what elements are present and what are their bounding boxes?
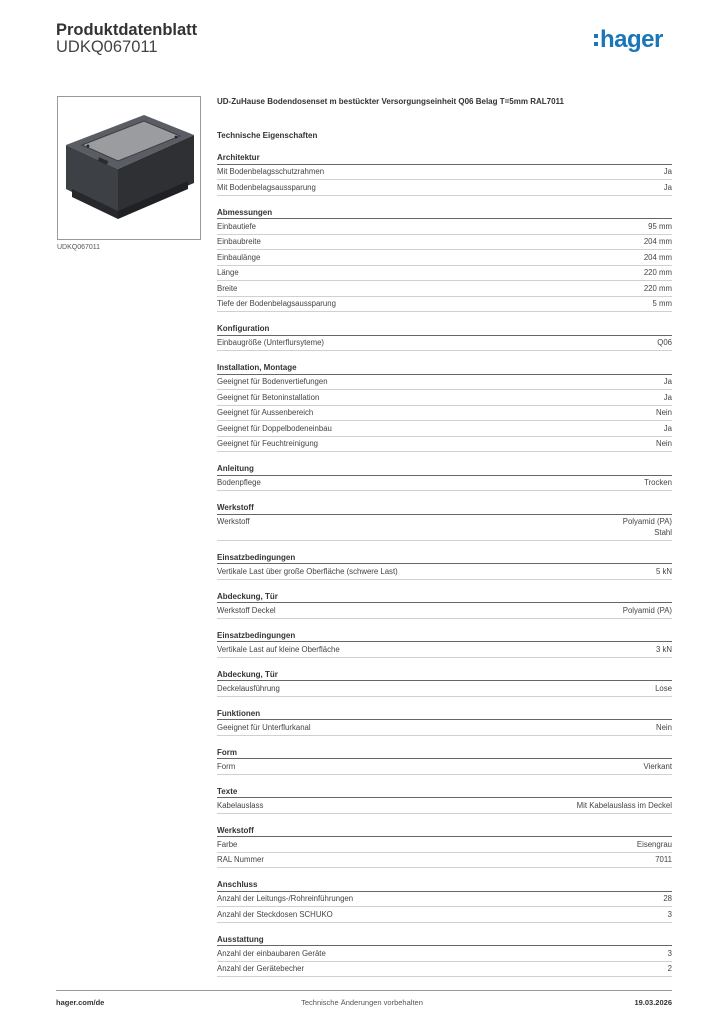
property-value	[648, 222, 672, 233]
property-row	[217, 476, 672, 492]
property-value-line: Vierkant	[643, 761, 672, 771]
property-section	[217, 151, 672, 196]
property-section	[217, 590, 672, 619]
property-row	[217, 962, 672, 978]
product-code: UDKQ067011	[56, 38, 158, 56]
property-value-line: 204 mm	[643, 252, 672, 262]
property-value-line: 7011	[655, 855, 672, 864]
property-value	[644, 478, 672, 489]
property-section	[217, 322, 672, 351]
property-row	[217, 375, 672, 391]
property-value	[655, 855, 672, 866]
property-row	[217, 219, 672, 235]
section-title: Konfiguration	[217, 322, 672, 336]
property-label: Geeignet für Unterflurkanal	[217, 722, 311, 732]
property-section	[217, 878, 672, 923]
property-value-line: 95 mm	[648, 221, 672, 231]
property-label: Werkstoff	[217, 517, 250, 526]
property-value	[668, 910, 672, 921]
property-value-line: 2	[667, 964, 672, 973]
property-label: Länge	[217, 268, 239, 277]
property-section	[217, 707, 672, 736]
property-value	[664, 377, 672, 388]
property-value-line: Trocken	[644, 478, 672, 487]
property-row	[217, 759, 672, 775]
property-row	[217, 946, 672, 962]
section-title: Anschluss	[217, 878, 672, 892]
property-label: Deckelausführung	[217, 683, 280, 693]
property-value-line: Ja	[663, 392, 672, 402]
property-row	[217, 406, 672, 422]
property-value-line: Nein	[655, 408, 672, 417]
property-section	[217, 668, 672, 697]
property-label: RAL Nummer	[217, 855, 264, 864]
property-value-line: 3	[667, 948, 672, 958]
property-value	[656, 723, 672, 734]
page-title: Produktdatenblatt	[56, 21, 198, 39]
property-label: Form	[217, 761, 236, 771]
property-value-line: Eisengrau	[636, 839, 672, 849]
property-value	[656, 408, 672, 419]
property-sections	[217, 151, 672, 987]
property-row	[217, 798, 672, 814]
property-value-line: Ja	[663, 377, 672, 386]
property-section	[217, 361, 672, 452]
section-title: Funktionen	[217, 707, 672, 721]
footer-website: hager.com/de	[56, 998, 105, 1007]
property-row	[217, 437, 672, 453]
property-label: Einbautiefe	[217, 221, 257, 231]
property-value-line: Lose	[655, 683, 672, 693]
section-title: Einsatzbedingungen	[217, 551, 672, 565]
property-row	[217, 515, 672, 541]
property-label: Werkstoff Deckel	[217, 605, 276, 615]
property-value-line: Mit Kabelauslass im Deckel	[576, 800, 672, 810]
property-row	[217, 250, 672, 266]
property-label: Geeignet für Doppelbodeneinbau	[217, 423, 332, 433]
hager-logo	[594, 28, 663, 58]
property-row	[217, 642, 672, 658]
property-row	[217, 603, 672, 619]
property-label: Anzahl der Leitungs-/Rohreinführungen	[217, 894, 354, 903]
section-title: Anleitung	[217, 462, 672, 476]
property-label: Mit Bodenbelagsschutzrahmen	[217, 167, 325, 176]
property-value-line: 220 mm	[643, 268, 672, 277]
property-value-line: 3 kN	[655, 644, 672, 654]
section-title: Installation, Montage	[217, 361, 672, 375]
property-section	[217, 206, 672, 313]
section-title: Abdeckung, Tür	[217, 590, 672, 604]
technical-properties-heading: Technische Eigenschaften	[217, 131, 318, 140]
property-label: Anzahl der einbaubaren Geräte	[217, 948, 326, 958]
footer-notice: Technische Änderungen vorbehalten	[301, 998, 423, 1007]
property-value-line: Ja	[663, 423, 672, 433]
property-value	[656, 645, 672, 656]
section-title: Abdeckung, Tür	[217, 668, 672, 682]
property-label: Geeignet für Bodenvertiefungen	[217, 377, 328, 386]
property-label: Einbaubreite	[217, 237, 261, 246]
footer-divider	[56, 990, 672, 991]
property-label: Mit Bodenbelagsaussparung	[217, 182, 316, 192]
property-value	[656, 567, 672, 578]
property-label: Bodenpflege	[217, 478, 261, 487]
property-label: Einbaulänge	[217, 252, 261, 262]
property-value	[668, 964, 672, 975]
property-section	[217, 551, 672, 580]
property-label: Anzahl der Steckdosen SCHUKO	[217, 909, 333, 919]
property-section	[217, 746, 672, 775]
property-value	[644, 284, 672, 295]
property-row	[217, 907, 672, 923]
property-value-line: Nein	[655, 722, 672, 732]
property-value	[644, 268, 672, 279]
section-title: Form	[217, 746, 672, 760]
property-value-line: 5 kN	[655, 566, 672, 576]
property-row	[217, 421, 672, 437]
property-value	[644, 253, 672, 264]
property-value	[656, 439, 672, 450]
property-value-line: 3	[667, 909, 672, 919]
property-label: Geeignet für Betoninstallation	[217, 392, 320, 402]
property-value-line: 204 mm	[643, 237, 672, 246]
property-value	[668, 949, 672, 960]
property-row	[217, 892, 672, 908]
property-row	[217, 297, 672, 313]
property-row	[217, 336, 672, 352]
property-value	[664, 393, 672, 404]
property-label: Breite	[217, 283, 238, 293]
property-row	[217, 390, 672, 406]
property-value	[623, 517, 672, 538]
property-section	[217, 933, 672, 978]
property-value	[653, 299, 673, 310]
property-value	[657, 338, 672, 349]
image-caption: UDKQ067011	[57, 244, 101, 251]
property-value	[623, 606, 672, 617]
property-section	[217, 785, 672, 814]
logo-dots-icon	[594, 34, 598, 46]
property-value	[644, 237, 672, 248]
property-label: Tiefe der Bodenbelagsaussparung	[217, 299, 336, 308]
property-row	[217, 681, 672, 697]
section-title: Architektur	[217, 151, 672, 165]
property-value	[664, 167, 672, 178]
property-row	[217, 564, 672, 580]
product-description: UD-ZuHause Bodendosenset m bestückter Versorgungseinheit Q06 Belag T=5mm RAL7011	[217, 97, 564, 106]
property-value	[655, 684, 672, 695]
property-row	[217, 165, 672, 181]
property-value-line: Ja	[663, 167, 672, 176]
property-value-line: Polyamid (PA)	[622, 517, 672, 526]
section-title: Einsatzbedingungen	[217, 629, 672, 643]
property-value-line: Nein	[655, 439, 672, 448]
property-label: Geeignet für Aussenbereich	[217, 408, 314, 417]
property-value-line: 220 mm	[643, 283, 672, 293]
property-section	[217, 501, 672, 541]
property-section	[217, 629, 672, 658]
property-value	[664, 424, 672, 435]
property-label: Geeignet für Feuchtreinigung	[217, 439, 318, 448]
section-title: Werkstoff	[217, 824, 672, 838]
footer-date: 19.03.2026	[634, 998, 672, 1007]
property-row	[217, 266, 672, 282]
property-row	[217, 180, 672, 196]
property-value	[637, 840, 672, 851]
property-row	[217, 853, 672, 869]
property-value-line: Polyamid (PA)	[622, 605, 672, 615]
property-label: Vertikale Last auf kleine Oberfläche	[217, 644, 340, 654]
property-value-line: Q06	[657, 338, 672, 347]
property-section	[217, 462, 672, 491]
property-value	[644, 762, 672, 773]
property-row	[217, 235, 672, 251]
property-label: Kabelauslass	[217, 800, 264, 810]
property-value	[577, 801, 672, 812]
floor-box-product-icon	[58, 97, 200, 239]
property-value-line: 5 mm	[652, 299, 672, 308]
logo-text: hager	[600, 26, 663, 53]
property-row	[217, 837, 672, 853]
property-section	[217, 824, 672, 869]
section-title: Texte	[217, 785, 672, 799]
property-value-line: 28	[663, 894, 672, 903]
property-label: Farbe	[217, 839, 238, 849]
product-image	[57, 96, 201, 240]
property-row	[217, 720, 672, 736]
property-label: Anzahl der Gerätebecher	[217, 964, 305, 973]
property-value-line: Ja	[663, 182, 672, 192]
property-row	[217, 281, 672, 297]
property-value	[663, 894, 672, 905]
section-title: Ausstattung	[217, 933, 672, 947]
property-value-line: Stahl	[654, 527, 672, 537]
property-label: Vertikale Last über große Oberfläche (schwere Last)	[217, 566, 398, 576]
property-label: Einbaugröße (Unterflursyteme)	[217, 338, 325, 347]
property-value	[664, 183, 672, 194]
section-title: Abmessungen	[217, 206, 672, 220]
section-title: Werkstoff	[217, 501, 672, 515]
